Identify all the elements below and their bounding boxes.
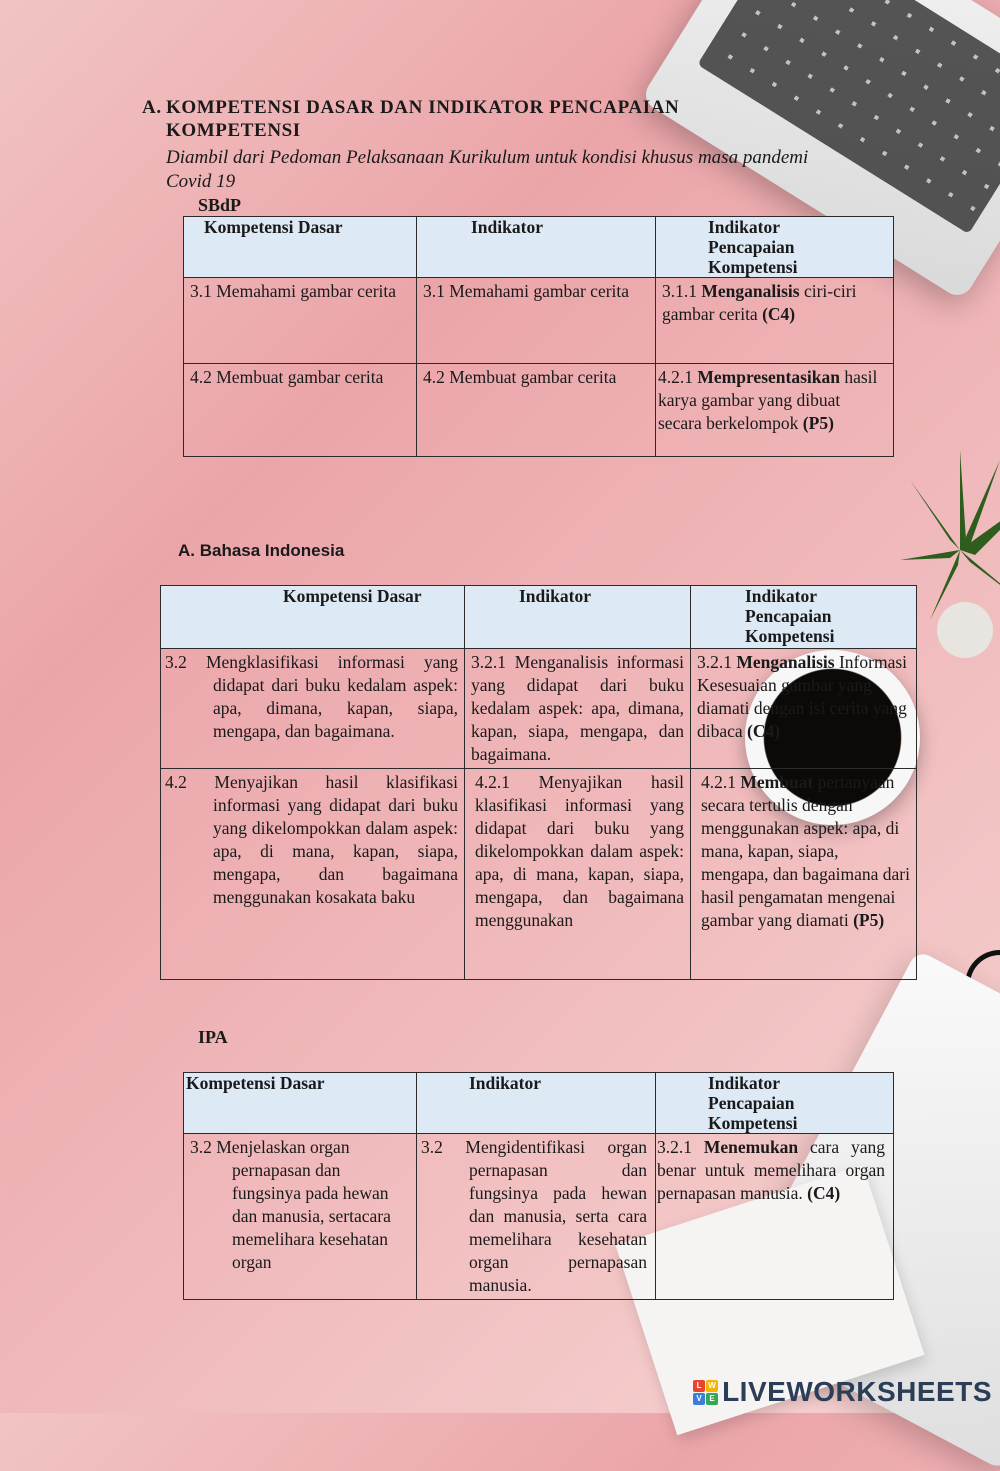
section-heading [142,96,812,142]
bahasa-table [160,585,917,980]
header-indikator: Indikator [465,586,691,649]
header-ipk: Indikator Pencapaian Kompetensi [656,1073,894,1134]
table-row [161,769,917,980]
header-kd: Kompetensi Dasar [161,586,465,649]
ipk-code: (P5) [802,413,834,433]
sbdp-table [183,216,894,457]
table-header-row [184,1073,894,1134]
ipk-number: 3.1.1 [662,281,702,301]
cell-kd: 4.2 Membuat gambar cerita [184,364,417,457]
cell-indikator: 3.2.1 Menganalisis informasi yang didapat dari buku kedalam aspek: apa, dimana, kapan, siapa, mengapa, dan bagaimana. [465,649,691,769]
ipk-number: 4.2.1 [658,367,698,387]
header-ipk: Indikator Pencapaian Kompetensi [691,586,917,649]
table-row [184,364,894,457]
cell-indikator: 4.2 Membuat gambar cerita [417,364,656,457]
heading-subtitle: Diambil dari Pedoman Pelaksanaan Kurikulum untuk kondisi khusus masa pandemi Covid 19 [166,147,809,192]
cell-indikator: 4.2.1 Menyajikan hasil klasifikasi informasi yang didapat dari buku yang dikelompokkan dalam aspek: apa, di mana, kapan, siapa, mengapa, dan bagaimana menggunakan [465,769,691,980]
ipk-code: (C4) [762,304,796,324]
cell-ipk [656,364,894,457]
table-row [184,1134,894,1300]
table-row [184,278,894,364]
liveworksheets-logo[interactable] [693,1377,992,1407]
heading-number: A. [142,97,162,118]
ipk-code: (P5) [853,910,885,930]
ipk-number: 3.2.1 [657,1137,704,1157]
ipk-text: Informasi Kesesuaian gambar yang diamati dengan isi cerita yang dibaca [697,652,908,741]
header-indikator: Indikator [417,217,656,278]
ipk-verb: Mempresentasikan [697,367,840,387]
ipk-code: (C4) [747,721,781,741]
table-header-row [184,217,894,278]
ipa-title: IPA [198,1027,228,1047]
logo-icon: L W V E [693,1380,718,1405]
header-kd: Kompetensi Dasar [184,217,417,278]
header-indikator: Indikator [417,1073,656,1134]
bahasa-title: A. Bahasa Indonesia [178,541,345,560]
ipk-text: ciri-ciri gambar cerita [662,281,857,324]
cell-ipk [656,278,894,364]
header-kd: Kompetensi Dasar [184,1073,417,1134]
cell-ipk [656,1134,894,1300]
ipk-number: 4.2.1 [701,772,741,792]
table-header-row [161,586,917,649]
ipk-code: (C4) [807,1183,841,1203]
ipk-verb: Membuat [740,772,814,792]
ipk-number: 3.2.1 [697,652,737,672]
cell-kd: 3.2 Mengklasifikasi informasi yang didapat dari buku kedalam aspek: apa, dimana, kapan, siapa, mengapa, dan bagaimana. [161,649,465,769]
cell-indikator: 3.1 Memahami gambar cerita [417,278,656,364]
cell-indikator: 3.2 Mengidentifikasi organ pernapasan dan fungsinya pada hewan dan manusia, serta cara memelihara kesehatan organ pernapasan manusia. [417,1134,656,1300]
cell-kd: 3.2 Menjelaskan organ pernapasan dan fungsinya pada hewan dan manusia, sertacara memelihara kesehatan organ [184,1134,417,1300]
ipk-verb: Menganalisis [701,281,800,301]
ipk-verb: Menemukan [703,1137,799,1157]
heading-title: KOMPETENSI DASAR DAN INDIKATOR PENCAPAIAN KOMPETENSI [166,97,680,141]
cell-ipk [691,769,917,980]
ipa-table [183,1072,894,1300]
ipk-text: pertanyaan secara tertulis dengan menggunakan aspek: apa, di mana, kapan, siapa, mengapa, dan bagaimana dari hasil pengamatan mengenai gambar yang diamati [701,772,910,930]
cell-kd: 3.1 Memahami gambar cerita [184,278,417,364]
table-row [161,649,917,769]
header-ipk: Indikator Pencapaian Kompetensi [656,217,894,278]
ipk-text: cara yang benar untuk memelihara organ pernapasan manusia. [657,1137,885,1203]
sbdp-title: SBdP [198,195,242,215]
ipk-text: hasil karya gambar yang dibuat secara berkelompok [658,367,878,433]
cell-kd: 4.2 Menyajikan hasil klasifikasi informasi yang didapat dari buku yang dikelompokkan dalam aspek: apa, di mana, kapan, siapa, mengapa, dan bagaimana menggunakan kosakata baku [161,769,465,980]
cell-ipk [691,649,917,769]
ipk-verb: Menganalisis [736,652,835,672]
logo-text: LIVEWORKSHEETS [722,1376,992,1407]
